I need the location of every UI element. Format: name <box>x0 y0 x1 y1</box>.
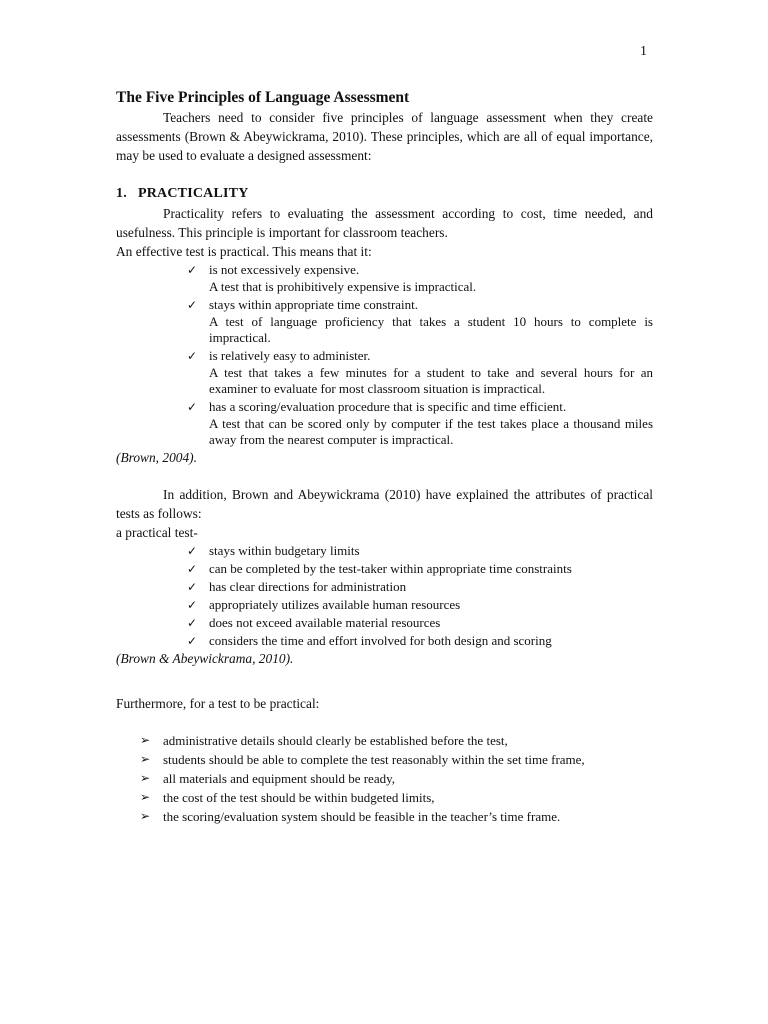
arrow-item <box>116 788 653 807</box>
furthermore-intro: Furthermore, for a test to be practical: <box>116 695 320 711</box>
check-item-text: can be completed by the test-taker within appropriate time constraints <box>209 560 572 576</box>
check-item-text: is not excessively expensive. <box>209 262 360 277</box>
check-item-text: stays within budgetary limits <box>209 542 360 558</box>
arrow-bullet-icon: ➢ <box>140 732 151 747</box>
check-item-text: stays within appropriate time constraint. <box>209 296 419 312</box>
check-icon: ✓ <box>187 597 198 612</box>
practicality-definition: Practicality refers to evaluating the assessment according to cost, time needed, and usefulness. This principle is important for classroom teachers. <box>116 206 653 240</box>
check-item-text: considers the time and effort involved for both design and scoring <box>209 632 552 648</box>
spacer <box>116 668 653 694</box>
check-icon: ✓ <box>187 263 198 277</box>
check-item-text: appropriately utilizes available human resources <box>209 596 461 612</box>
section-title: PRACTICALITY <box>138 186 249 201</box>
check-item <box>116 347 653 365</box>
check-item-detail: A test that takes a few minutes for a student to take and several hours for an examiner to evaluate for most classroom situation is impractical. <box>209 364 653 396</box>
check-icon: ✓ <box>187 297 198 312</box>
arrow-bullet-icon: ➢ <box>140 808 151 823</box>
arrow-item-text: all materials and equipment should be ready, <box>163 770 396 786</box>
section-heading <box>116 184 653 204</box>
check-item-text: has a scoring/evaluation procedure that is specific and time efficient. <box>209 398 567 414</box>
check-icon: ✓ <box>187 399 198 414</box>
effective-test-list <box>116 347 653 365</box>
attributes-intro: In addition, Brown and Abeywickrama (2010) have explained the attributes of practical tests as follows: <box>116 486 653 521</box>
check-item <box>116 261 653 279</box>
check-item <box>116 596 653 614</box>
arrow-item <box>116 750 653 769</box>
citation: (Brown & Abeywickrama, 2010). <box>116 650 294 666</box>
document-title: The Five Principles of Language Assessment <box>116 89 410 106</box>
check-item-detail: A test of language proficiency that takes a student 10 hours to complete is impractical. <box>209 313 653 345</box>
intro-paragraph: Teachers need to consider five principles of language assessment when they create assessments (Brown & Abeywickrama, 2010). These principles, which are all of equal importance, may be used to evaluate a designed assessment: <box>116 110 653 163</box>
check-item <box>116 542 653 560</box>
document-body <box>116 88 653 826</box>
arrow-bullet-icon: ➢ <box>140 789 151 804</box>
check-item-detail: A test that can be scored only by computer if the test takes place a thousand miles away from the nearest computer is impractical. <box>209 415 653 447</box>
furthermore-list <box>116 731 653 826</box>
page-number: 1 <box>640 44 647 59</box>
effective-test-list <box>116 398 653 416</box>
attributes-list <box>116 542 653 650</box>
arrow-item-text: administrative details should clearly be established before the test, <box>163 732 508 748</box>
arrow-item-text: the cost of the test should be within budgeted limits, <box>163 789 435 805</box>
effective-test-intro: An effective test is practical. This means that it: <box>116 244 372 259</box>
arrow-item <box>116 769 653 788</box>
check-icon: ✓ <box>187 348 198 363</box>
check-item <box>116 578 653 596</box>
check-item-text: does not exceed available material resources <box>209 614 441 630</box>
check-item <box>116 560 653 578</box>
check-item-text: has clear directions for administration <box>209 578 407 594</box>
check-item <box>116 614 653 632</box>
arrow-item <box>116 807 653 826</box>
effective-test-list <box>116 261 653 279</box>
check-icon: ✓ <box>187 615 198 630</box>
check-item <box>116 632 653 650</box>
check-icon: ✓ <box>187 579 198 594</box>
check-item-text: is relatively easy to administer. <box>209 347 371 363</box>
section-number: 1. <box>116 186 127 201</box>
arrow-item <box>116 731 653 750</box>
arrow-bullet-icon: ➢ <box>140 770 151 785</box>
effective-test-list <box>116 296 653 314</box>
arrow-item-text: students should be able to complete the test reasonably within the set time frame, <box>163 751 585 767</box>
practical-test-label: a practical test- <box>116 524 198 540</box>
spacer <box>116 713 653 731</box>
check-icon: ✓ <box>187 543 198 558</box>
citation: (Brown, 2004). <box>116 449 197 465</box>
check-item <box>116 398 653 416</box>
check-item <box>116 296 653 314</box>
arrow-item-text: the scoring/evaluation system should be feasible in the teacher’s time frame. <box>163 808 561 824</box>
check-icon: ✓ <box>187 633 198 648</box>
arrow-bullet-icon: ➢ <box>140 751 151 766</box>
check-icon: ✓ <box>187 561 198 576</box>
check-item-detail: A test that is prohibitively expensive is impractical. <box>209 279 477 294</box>
spacer <box>116 467 653 485</box>
